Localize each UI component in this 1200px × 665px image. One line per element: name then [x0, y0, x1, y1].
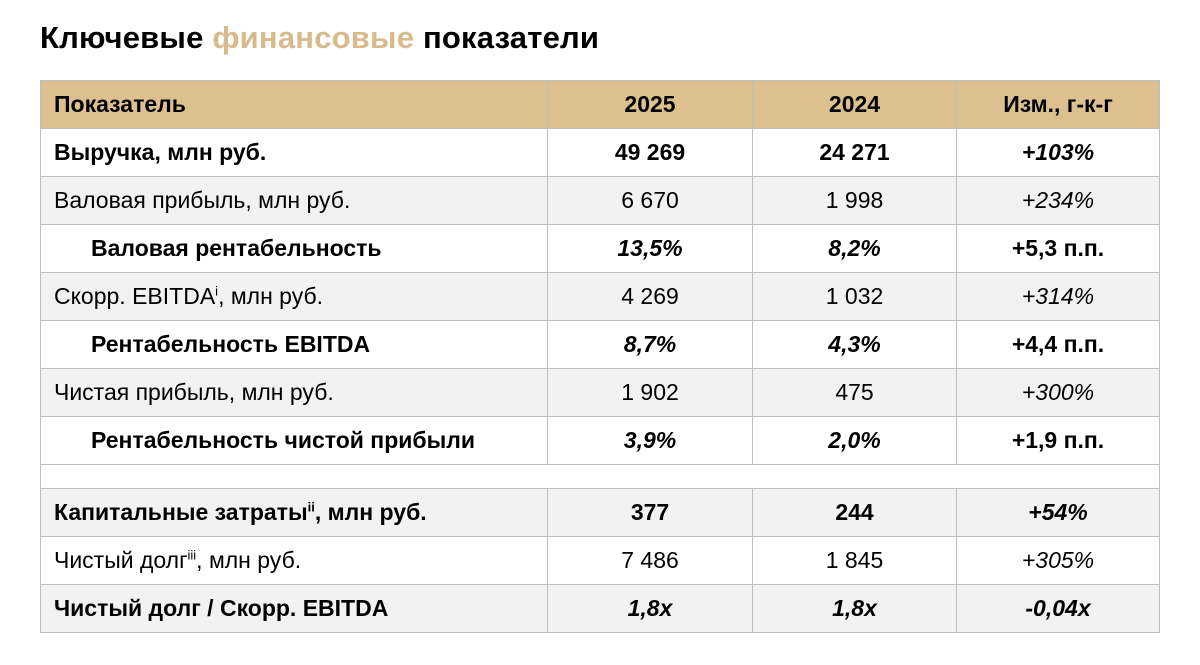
value-change: +305%	[957, 537, 1160, 585]
row-label	[41, 537, 548, 585]
row-label	[41, 273, 548, 321]
value-change: +103%	[957, 129, 1160, 177]
value-2024: 1 845	[753, 537, 957, 585]
table-row-adj-ebitda	[41, 273, 1160, 321]
value-2024: 475	[753, 369, 957, 417]
row-label: Чистая прибыль, млн руб.	[41, 369, 548, 417]
table-row-gross-profit	[41, 177, 1160, 225]
row-label-text: Капитальные затраты	[54, 499, 308, 525]
value-2025: 6 670	[548, 177, 753, 225]
row-label-text: Скорр. EBITDA	[54, 283, 216, 309]
value-2024: 24 271	[753, 129, 957, 177]
row-label-text: Чистый долг	[54, 547, 188, 573]
value-change: -0,04x	[957, 585, 1160, 633]
value-2024: 1,8x	[753, 585, 957, 633]
table-row-net-margin	[41, 417, 1160, 465]
row-label-suffix: , млн руб.	[218, 283, 324, 309]
footnote-marker: iii	[187, 547, 197, 563]
value-2025: 3,9%	[548, 417, 753, 465]
value-2024: 1 998	[753, 177, 957, 225]
header-indicator: Показатель	[41, 81, 548, 129]
value-2025: 4 269	[548, 273, 753, 321]
value-change: +300%	[957, 369, 1160, 417]
value-2024: 8,2%	[753, 225, 957, 273]
title-part-1: Ключевые	[40, 20, 213, 55]
value-2024: 4,3%	[753, 321, 957, 369]
value-change: +54%	[957, 489, 1160, 537]
table-row-capex	[41, 489, 1160, 537]
value-change: +5,3 п.п.	[957, 225, 1160, 273]
row-label-suffix: , млн руб.	[314, 499, 427, 525]
row-label: Валовая рентабельность	[41, 225, 548, 273]
footnote-marker: i	[215, 283, 219, 299]
table-row-gross-margin	[41, 225, 1160, 273]
footnote-marker: ii	[307, 499, 315, 515]
table-row-net-debt-ebitda	[41, 585, 1160, 633]
value-2024: 2,0%	[753, 417, 957, 465]
row-label: Выручка, млн руб.	[41, 129, 548, 177]
financial-indicators-table	[40, 80, 1160, 633]
title-accent-word: финансовые	[212, 20, 415, 55]
value-change: +234%	[957, 177, 1160, 225]
header-change: Изм., г-к-г	[957, 81, 1160, 129]
header-2024: 2024	[753, 81, 957, 129]
table-header-row	[41, 81, 1160, 129]
row-label: Чистый долг / Скорр. EBITDA	[41, 585, 548, 633]
row-label-suffix: , млн руб.	[196, 547, 302, 573]
spacer-cell	[41, 465, 1160, 489]
value-2025: 49 269	[548, 129, 753, 177]
value-2025: 377	[548, 489, 753, 537]
table-row-revenue	[41, 129, 1160, 177]
row-label: Рентабельность EBITDA	[41, 321, 548, 369]
title-part-3: показатели	[414, 20, 600, 55]
row-label: Валовая прибыль, млн руб.	[41, 177, 548, 225]
header-2025: 2025	[548, 81, 753, 129]
value-2025: 13,5%	[548, 225, 753, 273]
value-2025: 7 486	[548, 537, 753, 585]
value-2024: 244	[753, 489, 957, 537]
value-2025: 1 902	[548, 369, 753, 417]
value-change: +314%	[957, 273, 1160, 321]
value-2025: 8,7%	[548, 321, 753, 369]
row-label	[41, 489, 548, 537]
row-label: Рентабельность чистой прибыли	[41, 417, 548, 465]
table-row-ebitda-margin	[41, 321, 1160, 369]
page-title	[40, 20, 599, 56]
value-change: +1,9 п.п.	[957, 417, 1160, 465]
value-2025: 1,8x	[548, 585, 753, 633]
value-2024: 1 032	[753, 273, 957, 321]
table-row-net-debt	[41, 537, 1160, 585]
table-row-net-profit	[41, 369, 1160, 417]
table-spacer-row	[41, 465, 1160, 489]
value-change: +4,4 п.п.	[957, 321, 1160, 369]
